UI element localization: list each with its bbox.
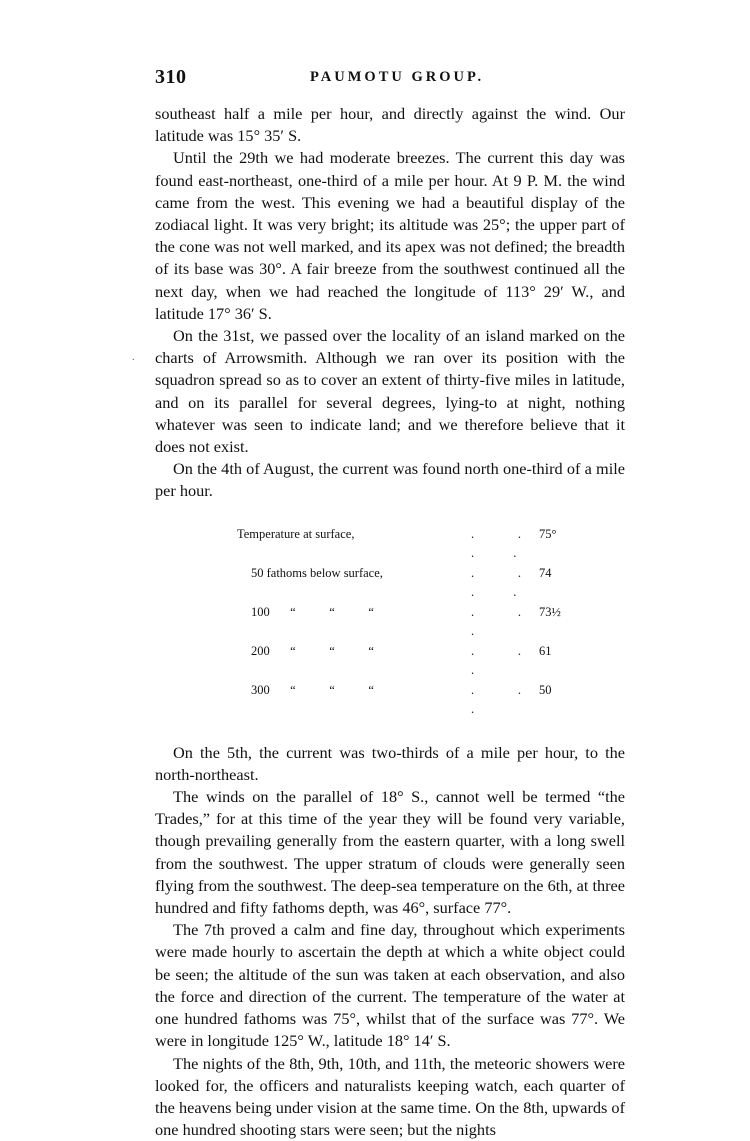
- ditto-mark: “: [329, 642, 365, 662]
- paragraph-2: On the 31st, we passed over the locality of an island marked on the charts of Arrowsmith. Although we ran over its position with the squadron spread so as to cover an extent of thirty-five miles in latitude, and on its parallel for several degrees, lying-to at night, nothing whatever was seen to indicate land; and we therefore believe that it does not exist.: [155, 325, 625, 458]
- row-value: 50: [539, 681, 579, 720]
- row-label: 50 fathoms below surface,: [237, 564, 471, 603]
- paragraph-3: On the 4th of August, the current was found north one-third of a mile per hour.: [155, 458, 625, 502]
- row-value: 75°: [539, 525, 579, 564]
- table-row: [237, 603, 579, 642]
- leader-dots: . . . .: [471, 564, 539, 603]
- row-value: 74: [539, 564, 579, 603]
- row-label-cell: [237, 603, 471, 642]
- paragraph-1: Until the 29th we had moderate breezes. The current this day was found east-northeast, one-third of a mile per hour. At 9 P. M. the wind came from the west. This evening we had a beautiful display of the zodiacal light. It was very bright; its altitude was 25°; the upper part of the cone was not well marked, and its apex was not defined; the breadth of its base was 30°. A fair breeze from the southwest continued all the next day, when we had reached the longitude of 113° 29′ W., and latitude 17° 36′ S.: [155, 147, 625, 325]
- table-row: [237, 564, 579, 603]
- page-number: 310: [155, 66, 187, 89]
- row-label: 100: [251, 603, 287, 623]
- leader-dots: . . .: [471, 603, 539, 642]
- paragraph-4: On the 5th, the current was two-thirds of a mile per hour, to the north-northeast.: [155, 742, 625, 786]
- row-value: 61: [539, 642, 579, 681]
- leader-dots: . . .: [471, 681, 539, 720]
- ditto-mark: “: [329, 603, 365, 623]
- row-label: Temperature at surface,: [237, 525, 471, 564]
- running-title: PAUMOTU GROUP.: [310, 69, 484, 86]
- temperature-table-wrapper: [155, 525, 625, 720]
- ditto-mark: “: [368, 681, 404, 701]
- ditto-mark: “: [290, 603, 326, 623]
- paragraph-6: The 7th proved a calm and fine day, throughout which experiments were made hourly to ascertain the depth at which a white object could be seen; the altitude of the sun was taken at each observation, and also the force and direction of the current. The temperature of the water at one hundred fathoms was 75°, whilst that of the surface was 77°. We were in longitude 125° W., latitude 18° 14′ S.: [155, 919, 625, 1052]
- leader-dots: . . .: [471, 642, 539, 681]
- ditto-mark: “: [290, 642, 326, 662]
- paragraph-0: southeast half a mile per hour, and directly against the wind. Our latitude was 15° 35′ S.: [155, 103, 625, 147]
- ditto-mark: “: [290, 681, 326, 701]
- row-label-cell: [237, 681, 471, 720]
- page-header: [155, 66, 625, 94]
- leader-dots: . . . .: [471, 525, 539, 564]
- table-row: [237, 642, 579, 681]
- table-row: [237, 681, 579, 720]
- row-value: 73½: [539, 603, 579, 642]
- body-text: [155, 103, 625, 1141]
- table-row: [237, 525, 579, 564]
- ditto-mark: “: [368, 642, 404, 662]
- temperature-table: [237, 525, 579, 720]
- row-label: 300: [251, 681, 287, 701]
- margin-mark: .: [132, 352, 135, 363]
- ditto-mark: “: [368, 603, 404, 623]
- paragraph-7: The nights of the 8th, 9th, 10th, and 11th, the meteoric showers were looked for, the officers and naturalists keeping watch, each quarter of the heavens being under vision at the same time. On the 8th, upwards of one hundred shooting stars were seen; but the nights: [155, 1053, 625, 1141]
- row-label-cell: [237, 642, 471, 681]
- paragraph-5: The winds on the parallel of 18° S., cannot well be termed “the Trades,” for at this time of the year they will be found very variable, though prevailing generally from the eastern quarter, with a long swell from the southwest. The upper stratum of clouds were generally seen flying from the southwest. The deep-sea temperature on the 6th, at three hundred and fifty fathoms depth, was 46°, surface 77°.: [155, 786, 625, 919]
- ditto-mark: “: [329, 681, 365, 701]
- row-label: 200: [251, 642, 287, 662]
